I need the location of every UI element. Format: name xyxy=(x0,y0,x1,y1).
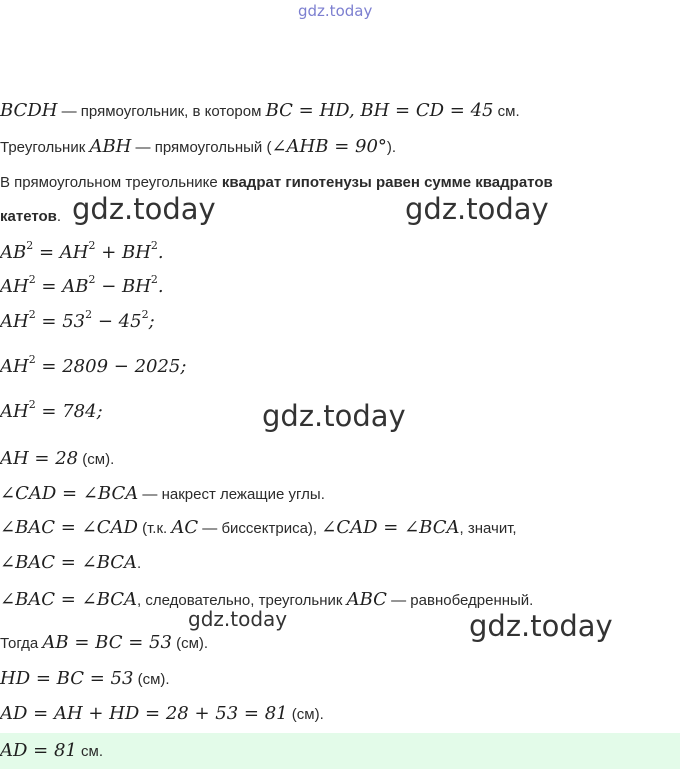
solution-line-ah: AH = 28 (см). xyxy=(0,448,115,469)
formula-result-square: $AH^2 = 784$; xyxy=(0,398,103,422)
solution-line-3: В прямоугольном треугольнике квадрат гипотенузы равен сумме квадратов xyxy=(0,174,553,191)
watermark-top: gdz.today xyxy=(298,2,373,20)
solution-line-2: Треугольник ABH — прямоугольный (∠AHB = 90°). xyxy=(0,136,397,157)
formula-substitution: $AH^2 = 53^2 - 45^2$; xyxy=(0,308,155,332)
watermark: gdz.today xyxy=(469,609,613,643)
solution-line-ab-bc: Тогда AB = BC = 53 (см). xyxy=(0,632,209,653)
watermark: gdz.today xyxy=(262,399,406,433)
watermark: gdz.today xyxy=(405,192,549,226)
formula-ah-squared: $AH^2 = AB^2 - BH^2$. xyxy=(0,273,164,297)
solution-line-1: BCDH — прямоугольник, в котором BC = HD, BH = CD = 45 см. xyxy=(0,100,520,121)
watermark: gdz.today xyxy=(188,607,288,631)
solution-line-equal-angles: ∠BAC = ∠BCA. xyxy=(0,552,142,573)
formula-difference: $AH^2 = 2809 - 2025$; xyxy=(0,353,187,377)
watermark: gdz.today xyxy=(72,192,216,226)
solution-line-ad: AD = AH + HD = 28 + 53 = 81 (см). xyxy=(0,703,324,724)
formula-pythagoras: $AB^2 = AH^2 + BH^2$. xyxy=(0,239,164,263)
answer-line: AD = 81 см. xyxy=(0,740,104,761)
solution-line-angles: ∠CAD = ∠BCA — накрест лежащие углы. xyxy=(0,483,325,504)
solution-line-bisector: ∠BAC = ∠CAD (т.к. AC — биссектриса), ∠CAD = ∠BCA, значит, xyxy=(0,517,517,538)
solution-line-isosceles: ∠BAC = ∠BCA, следовательно, треугольник ABC — равнобедренный. xyxy=(0,589,534,610)
solution-line-hd: HD = BC = 53 (см). xyxy=(0,668,170,689)
solution-line-4: катетов. xyxy=(0,208,62,225)
